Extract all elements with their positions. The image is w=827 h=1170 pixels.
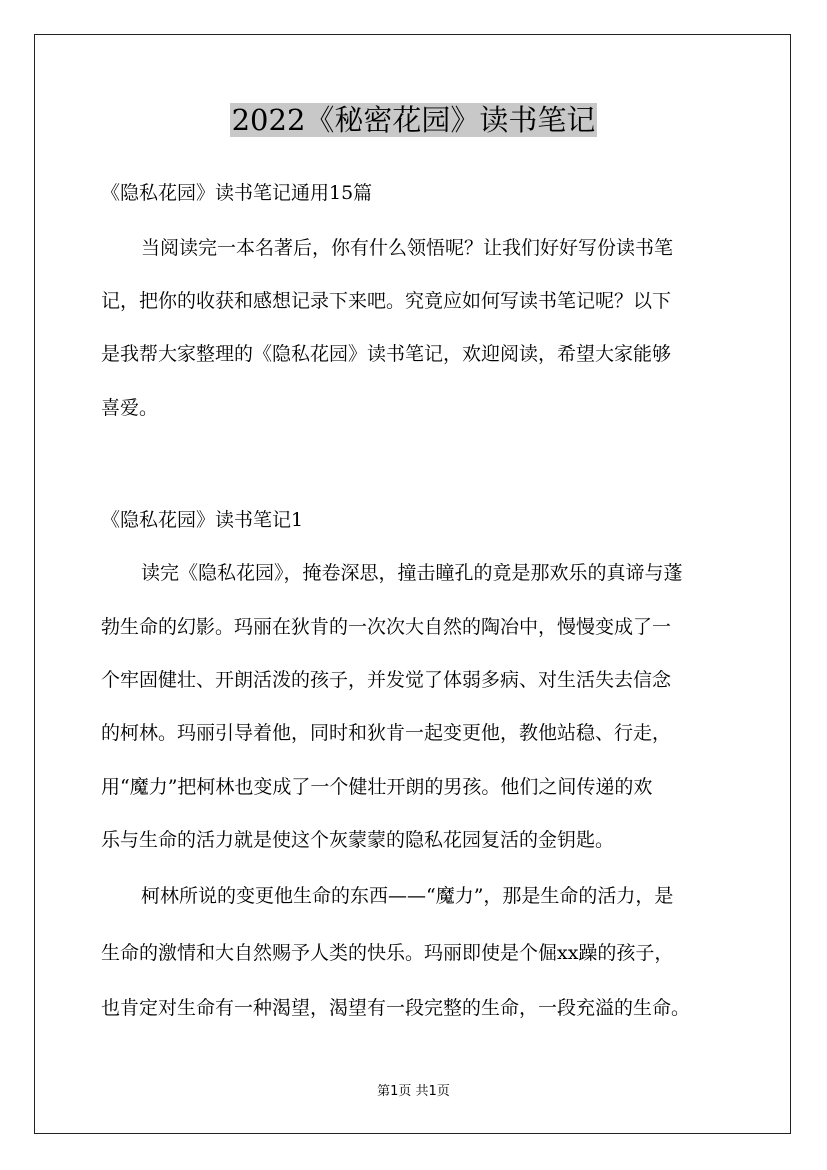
document-title: [0, 100, 827, 140]
intro-line: 是我帮大家整理的《隐私花园》读书笔记，欢迎阅读，希望大家能够: [101, 343, 672, 365]
section-line: 的柯林。玛丽引导着他，同时和狄肯一起变更他，教他站稳、行走，: [101, 722, 672, 744]
section-line: 读完《隐私花园》，掩卷深思，撞击瞳孔的竟是那欢乐的真谛与蓬: [141, 562, 683, 584]
section-line: 个牢固健壮、开朗活泼的孩子，并发觉了体弱多病、对生活失去信念: [101, 669, 672, 691]
intro-line: 当阅读完一本名著后，你有什么领悟呢？让我们好好写份读书笔: [141, 237, 674, 259]
page-footer: 第1页 共1页: [377, 1084, 450, 1099]
intro-line: 喜爱。: [101, 397, 159, 419]
section-line: 勃生命的幻影。玛丽在狄肯的一次次大自然的陶冶中，慢慢变成了一: [101, 616, 672, 638]
section-heading: 《隐私花园》读书笔记1: [101, 509, 304, 531]
section-line: 生命的激情和大自然赐予人类的快乐。玛丽即使是个倔xx躁的孩子，: [101, 942, 674, 964]
section-line: 乐与生命的活力就是使这个灰蒙蒙的隐私花园复活的金钥匙。: [101, 829, 615, 851]
section-line: 用“魔力”把柯林也变成了一个健壮开朗的男孩。他们之间传递的欢: [101, 776, 653, 798]
section-line: 也肯定对生命有一种渴望，渴望有一段完整的生命，一段充溢的生命。: [101, 997, 691, 1019]
document-title-text: 2022《秘密花园》读书笔记: [231, 103, 596, 137]
intro-line: 记，把你的收获和感想记录下来吧。究竟应如何写读书笔记呢？以下: [101, 290, 672, 312]
section-line: 柯林所说的变更他生命的东西——“魔力”，那是生命的活力，是: [141, 885, 674, 907]
document-subtitle: 《隐私花园》读书笔记通用15篇: [101, 182, 373, 204]
